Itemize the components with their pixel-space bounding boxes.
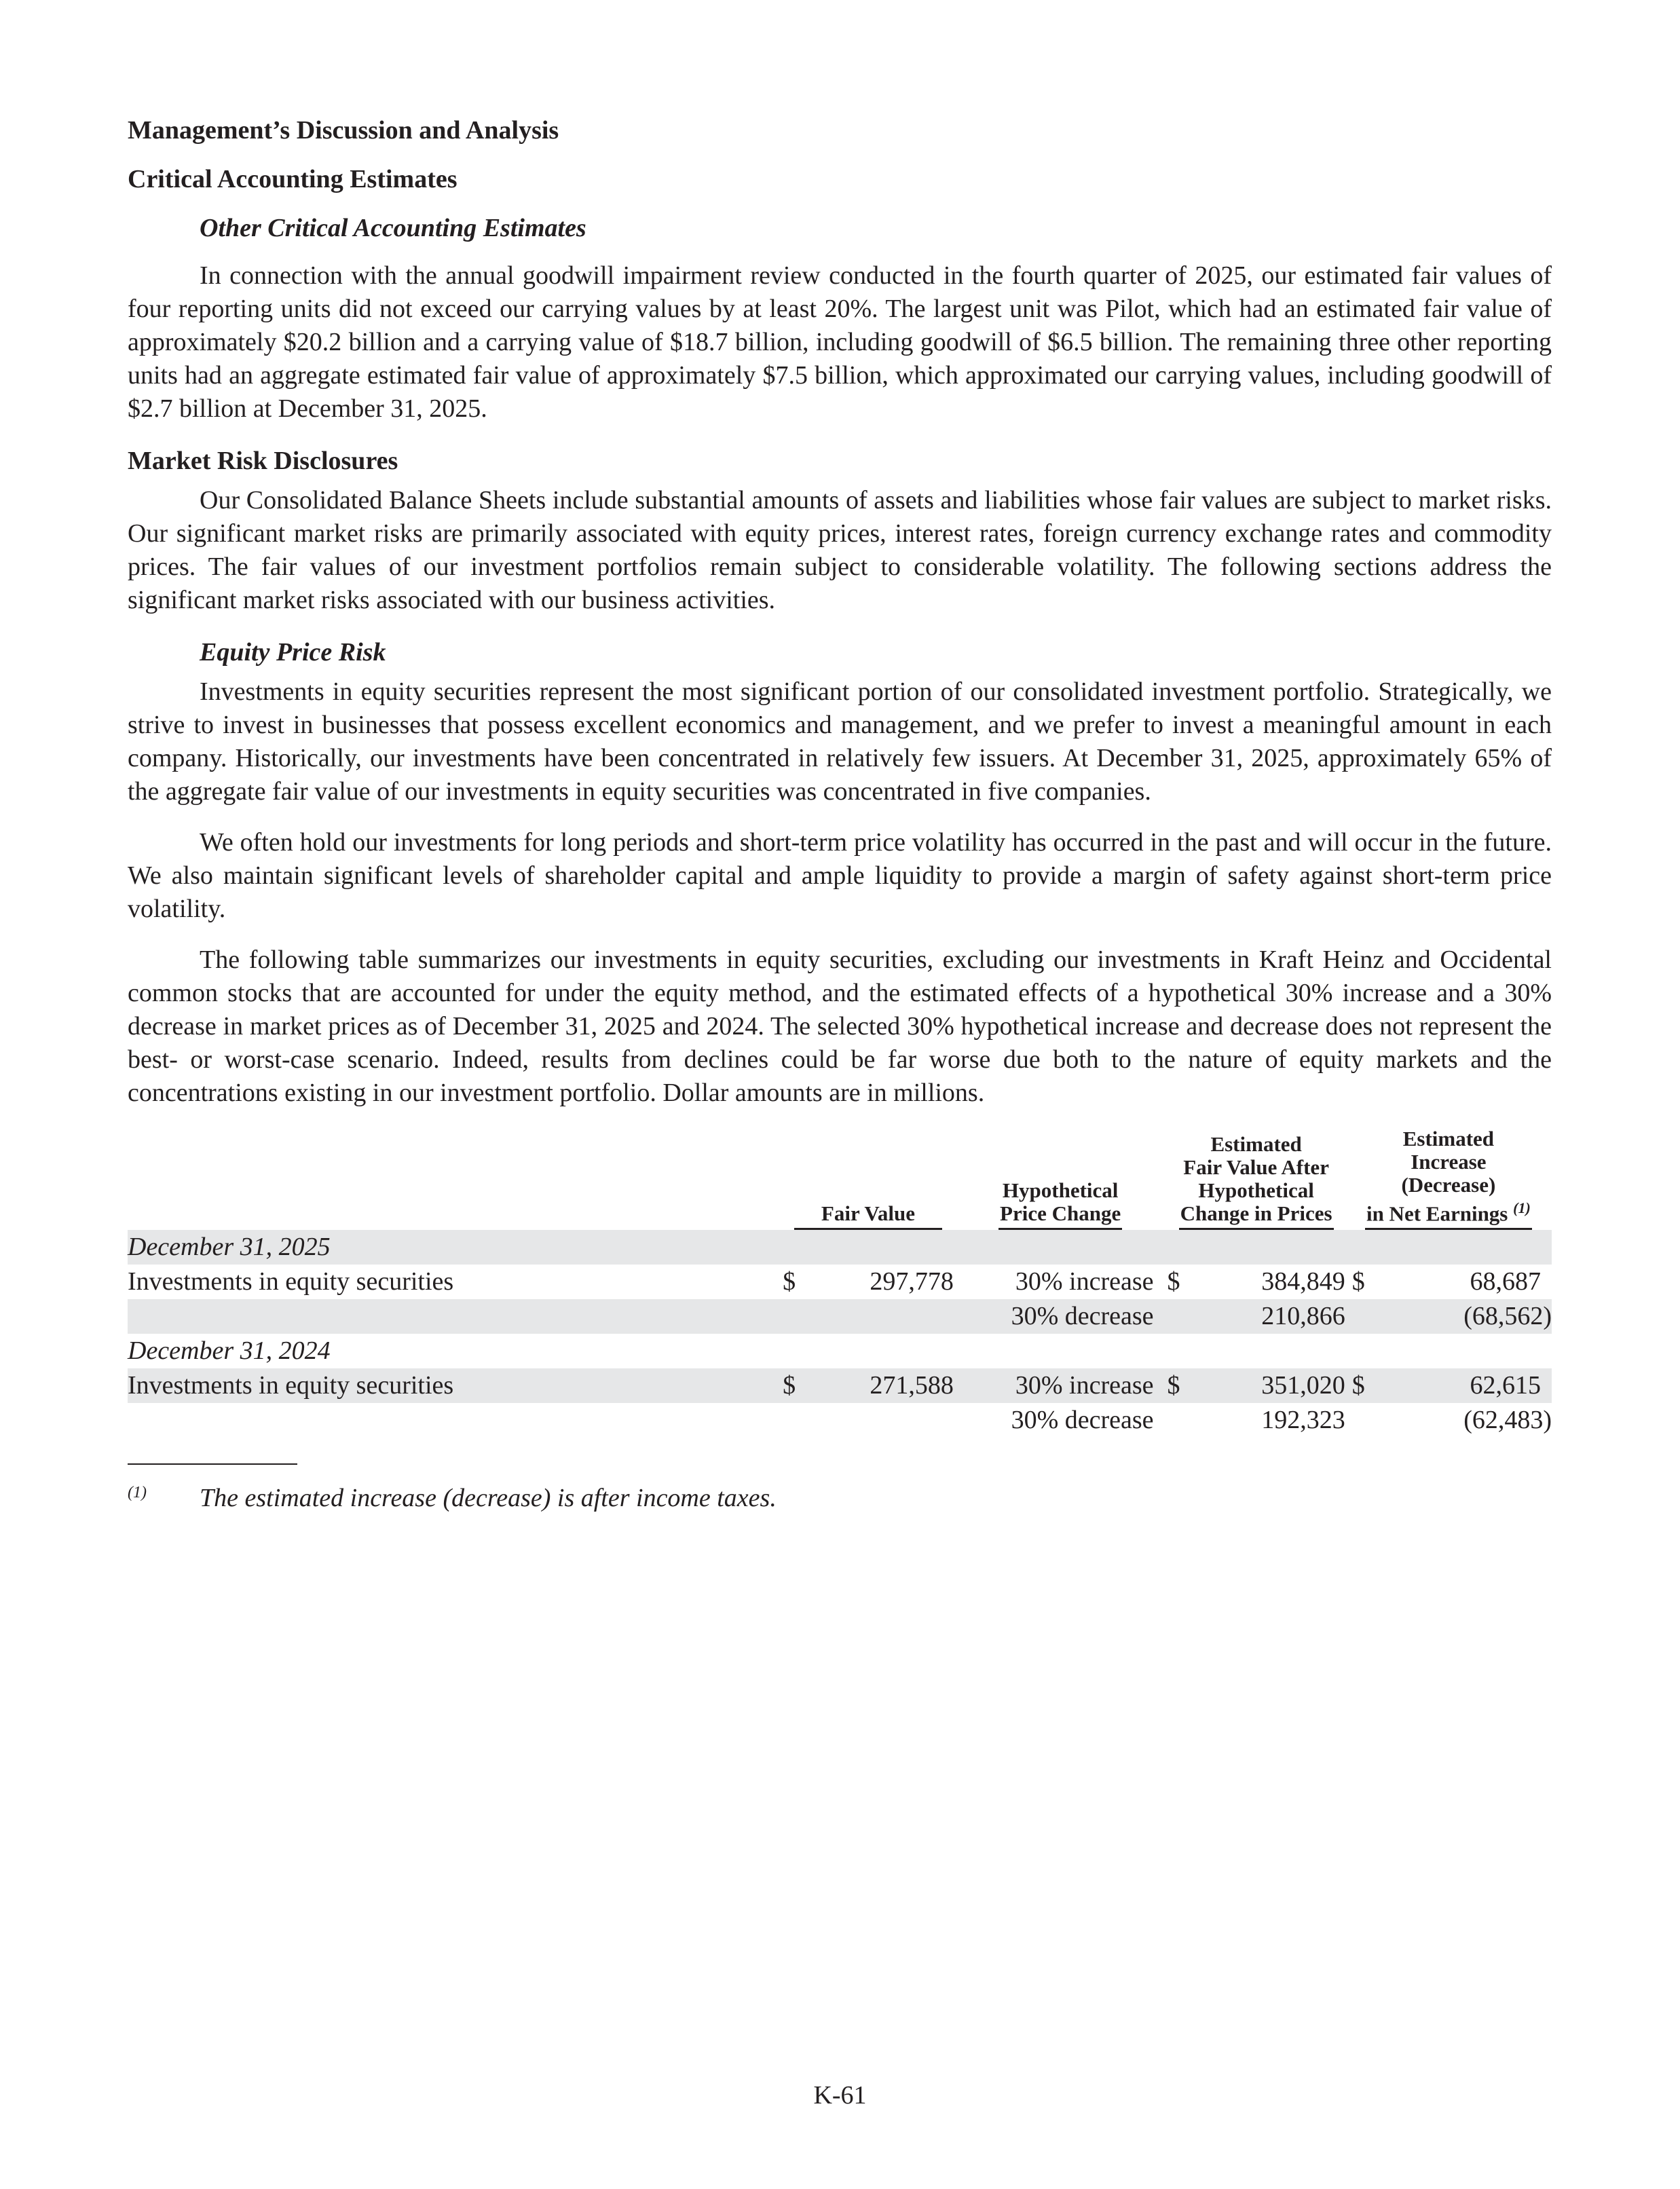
fair-value-cell: 297,778: [870, 1267, 954, 1296]
est-fair-value-cell: 210,866: [1195, 1299, 1345, 1334]
price-change-cell: 30% decrease: [1011, 1406, 1154, 1435]
equity-paragraph-3: The following table summarizes our investments in equity securities, excluding our investments in Kraft Heinz and Occidental common stocks that are accounted for under the equity method, and the estimated effects of a hypothetical 30% increase and a 30% decrease in market prices as of December 31, 2025 and 2024. The selected 30% hypothetical increase and decrease does not represent the best- or worst-case scenario. Indeed, results from declines could be far worse due both to the nature of equity markets and the concentrations existing in our investment portfolio. Dollar amounts are in millions.: [128, 946, 1552, 1107]
header-fair-value: Fair Value: [783, 1127, 954, 1230]
header-net-earnings: Estimated Increase (Decrease) in Net Earnings $^{(1)}$: [1345, 1127, 1552, 1230]
section-date: December 31, 2024: [128, 1336, 331, 1366]
table-row: [128, 1403, 1552, 1438]
page-number: K-61: [813, 2081, 867, 2110]
fair-value-cell: 271,588: [819, 1368, 954, 1403]
net-earnings-cell: (68,562): [1381, 1299, 1552, 1334]
currency-symbol: $: [1167, 1267, 1180, 1296]
currency-symbol: $: [1345, 1368, 1381, 1403]
equity-price-risk-heading: Equity Price Risk: [200, 638, 386, 667]
table-row: [128, 1299, 1552, 1334]
equity-paragraph-2: We often hold our investments for long periods and short-term price volatility has occurred in the past and will occur in the future. We also maintain significant levels of shareholder capital and ample liquidity to provide a margin of safety against short-term price volatility.: [128, 828, 1552, 923]
header-price-change: Hypothetical Price Change: [954, 1127, 1168, 1230]
currency-symbol: $: [1168, 1368, 1196, 1403]
document-page: [128, 113, 1552, 1515]
equity-paragraph-1: Investments in equity securities represent the most significant portion of our consolidated investment portfolio. Strategically, we strive to invest in businesses that possess excellent economics and management, and we prefer to invest a meaningful amount in each company. Historically, our investments have been concentrated in relatively few issuers. At December 31, 2025, approximately 65% of the aggregate fair value of our investments in equity securities was concentrated in five companies.: [128, 677, 1552, 806]
section-title: Management’s Discussion and Analysis: [128, 116, 559, 145]
row-label: Investments in equity securities: [128, 1267, 454, 1296]
market-risk-heading: Market Risk Disclosures: [128, 447, 398, 475]
subsection-title: Critical Accounting Estimates: [128, 165, 458, 193]
currency-symbol: $: [783, 1368, 818, 1403]
price-change-cell: 30% increase: [1015, 1267, 1154, 1296]
net-earnings-cell: 62,615: [1381, 1368, 1552, 1403]
market-risk-paragraph: Our Consolidated Balance Sheets include substantial amounts of assets and liabilities whose fair values are subject to market risks. Our significant market risks are primarily associated with equity prices, interest rates, foreign currency exchange rates and commodity prices. The fair values of our investment portfolios remain subject to considerable volatility. The following sections address the significant market risks associated with our business activities.: [128, 486, 1552, 614]
footnote-text: The estimated increase (decrease) is after income taxes.: [200, 1484, 777, 1513]
equity-table-wrap: [128, 1127, 1552, 1438]
equity-sensitivity-table: [128, 1127, 1552, 1438]
est-fair-value-cell: 192,323: [1261, 1406, 1345, 1435]
currency-symbol: $: [1351, 1267, 1365, 1296]
net-earnings-cell: (62,483): [1463, 1406, 1552, 1435]
other-estimates-heading: Other Critical Accounting Estimates: [200, 214, 586, 242]
other-estimates-paragraph: In connection with the annual goodwill impairment review conducted in the fourth quarter of 2025, our estimated fair values of four reporting units did not exceed our carrying values by at least 20%. The largest unit was Pilot, which had an estimated fair value of approximately $20.2 billion and a carrying value of $18.7 billion, including goodwill of $6.5 billion. The remaining three other reporting units had an aggregate estimated fair value of approximately $7.5 billion, which approximated our carrying values, including goodwill of $2.7 billion at December 31, 2025.: [128, 261, 1552, 423]
footnote-mark: (1): [128, 1484, 147, 1502]
table-row: [128, 1368, 1552, 1403]
section-date: December 31, 2025: [128, 1230, 783, 1265]
price-change-cell: 30% increase: [954, 1368, 1168, 1403]
footnote-divider: [128, 1463, 297, 1465]
table-header-row: [128, 1127, 1552, 1230]
table-row: [128, 1265, 1552, 1299]
header-estimated-fair-value: Estimated Fair Value After Hypothetical Change in Prices: [1168, 1127, 1345, 1230]
table-row-date: [128, 1334, 1552, 1368]
est-fair-value-cell: 351,020: [1195, 1368, 1345, 1403]
price-change-cell: 30% decrease: [954, 1299, 1168, 1334]
table-row-date: [128, 1230, 1552, 1265]
currency-symbol: $: [783, 1267, 796, 1296]
est-fair-value-cell: 384,849: [1261, 1267, 1345, 1296]
net-earnings-cell: 68,687: [1470, 1267, 1541, 1296]
footnote: [128, 1481, 1552, 1515]
row-label: Investments in equity securities: [128, 1368, 783, 1403]
